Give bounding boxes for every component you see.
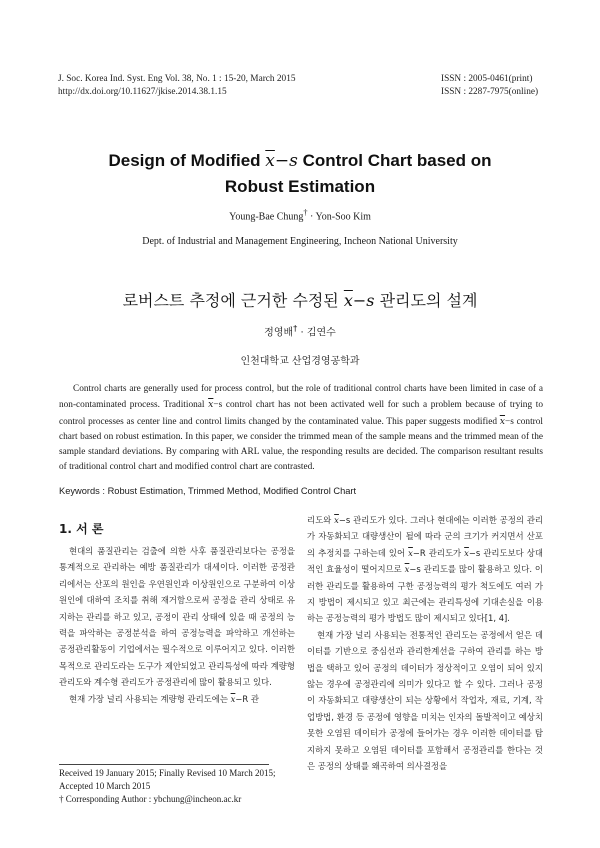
korean-dagger: † [293,323,298,333]
title-line-2: Robust Estimation [224,177,376,196]
korean-title [0,288,600,311]
abstract-paragraph [59,382,543,476]
left-p2-post: −R 관 [235,693,259,704]
abstract-xbar-1: $\overline{x}$ [208,399,214,411]
korean-title-post: 관리도의 설계 [379,291,478,310]
section-number: 1. [59,522,72,536]
right-p1-xbar-2: $\overline{x}$ [408,547,413,558]
footnote-rule [59,764,269,765]
korean-author-1: 정영배 [264,327,294,339]
keywords-colon: : [99,486,108,496]
abstract [59,382,543,476]
keywords [59,486,543,496]
author-1: Young-Bae Chung [229,211,304,223]
author-2: Yon-Soo Kim [315,211,371,223]
left-paragraph-2 [59,691,295,707]
author-separator: · [307,211,316,223]
issn-block [441,73,538,99]
title-xbar: $\overline{x}$ [265,151,275,171]
received-date: Received 19 January 2015; Finally Revised 10 March 2015; [59,768,276,778]
corresponding-dagger: † [303,208,308,217]
abstract-text-3: −s control chart based on robust estimation. In this paper, we consider the trimmed mean of the sample means and the trimmed mean of the sample standard deviations. By comparing with ARL value, the responding results are decided. The comparison resultant results of traditional control chart and modified control chart are contrasted. [59,416,543,473]
right-p1-xbar-1: $\overline{x}$ [334,515,339,525]
author-list [0,208,600,222]
korean-title-s: s [366,291,375,310]
abstract-text-1: Control charts are generally used for process control, but the role of traditional control charts have been limited in case of a non-contaminated process. Traditional [59,384,543,411]
korean-author-separator: · [297,327,307,339]
issn-online: ISSN : 2287-7975(online) [441,87,539,97]
abstract-text-2: −s control chart has not been activated well for such a problem because of trying to control processes as center line and control limits changed by the contaminated value. This paper suggests modified [59,400,543,427]
left-p2-text: 현재 가장 널리 사용되는 계량형 관리도에는 [69,693,228,704]
journal-citation: J. Soc. Korea Ind. Syst. Eng Vol. 38, No. 1 : 15-20, March 2015 [58,74,296,84]
right-paragraph-2: 현재 가장 널리 사용되는 전통적인 관리도는 공정에서 얻은 데이터를 기반으로 중심선과 관리한계선을 구하여 관리를 하는 방법을 택하고 있어 공정의 데이터가 정상적이고 오염이 되어 있지 않는 경우에 공정관리에 의미가 있다고 할 수 있다. 그러나 공정이 자동화되고 대량생산이 되는 상황에서 작업자, 재료, 기계, 작업방법, 환경 등 공정에 영향을 미치는 인자의 돌발적이고 예상치 못한 오염된 데이터가 공정에 들어가는 경우 이러한 데이터를 탐지하지 못하고 오염된 데이터를 포함해서 공정관리를 한다는 것은 공정의 상태를 왜곡하여 의사결정을 [307,629,543,772]
left-p2-xbar: $\overline{x}$ [230,693,236,704]
title-s: s [289,151,298,171]
right-paragraph-1 [307,512,543,627]
corresponding-author: † Corresponding Author : ybchung@incheon.ac.kr [59,794,242,804]
title-line-1 [0,148,600,174]
korean-author-list [0,323,600,338]
accepted-date: Accepted 10 March 2015 [59,781,151,791]
section-title: 서 론 [76,522,104,536]
korean-author-2: 김연수 [306,327,336,339]
keywords-value: Robust Estimation, Trimmed Method, Modified Control Chart [107,486,357,496]
title-text-pre: Design of Modified [108,151,261,170]
affiliation: Dept. of Industrial and Management Engineering, Incheon National University [142,236,458,247]
title-text-post: Control Chart based on [302,151,492,170]
section-heading [59,520,103,537]
korean-title-xbar: $\overline{x}$ [343,291,353,310]
right-p1-text-e: −s 관리도를 많이 활용하고 있다. 이러한 관리도를 활용하여 구한 공정능력의 평가 척도에도 여러 가지 방법이 제시되고 있고 최근에는 관리특성에 기대손실을 이용하는 공정능력의 평가 방법도 많이 제시되고 있다[1, 4]. [307,564,543,624]
title-minus: − [274,151,290,171]
korean-title-pre: 로버스트 추정에 근거한 수정된 [122,291,339,310]
korean-affiliation: 인천대학교 산업경영공학과 [240,356,360,367]
keywords-label: Keywords [59,486,100,496]
footnote [59,767,295,806]
right-column [307,512,543,775]
paper-title [0,148,600,199]
left-column [59,543,295,707]
right-p1-xbar-3: $\overline{x}$ [464,547,469,558]
right-p1-text-d: −s 관리도보다 상대적인 효율성이 떨어지므로 [307,547,543,575]
korean-title-minus: − [352,291,367,310]
right-p1-text-b: −s 관리도가 있다. 그러나 현대에는 이러한 공정의 관리가 자동화되고 대량생산이 될에 따라 군의 크기가 커지면서 산포의 추정치를 구하는데 있어 [307,515,543,558]
left-paragraph-1: 현대의 품질관리는 검출에 의한 사후 품질관리보다는 공정을 통계적으로 관리하는 예방 품질관리가 대세이다. 이러한 공정관리에서는 산포의 원인을 우연원인과 이상원인으로 구분하여 이상원인에 대하여 조치를 취해 재거함으로써 공정을 관리 상태로 유지하는 관리를 하고 있고, 공정이 관리 상태에 있을 때 공정의 능력을 파악하는 공정분석을 하여 공정능력을 파악하고 개선하는 공정관리활동이 기업에서는 필수적으로 이루어지고 있다. 이러한 목적으로 관리도라는 도구가 제안되었고 관리특성에 따라 계량형 관리도와 계수형 관리도가 공정관리에 많이 활용되고 있다. [59,546,295,688]
journal-header [58,73,296,99]
right-p1-text-c: −R 관리도가 [412,547,462,558]
abstract-xbar-2: $\overline{x}$ [499,415,506,427]
right-p1-text-a: 리도와 [307,515,332,525]
doi-link[interactable]: http://dx.doi.org/10.11627/jkise.2014.38.1.15 [58,87,227,97]
issn-print: ISSN : 2005-0461(print) [441,74,533,84]
right-p1-xbar-4: $\overline{x}$ [404,564,410,575]
